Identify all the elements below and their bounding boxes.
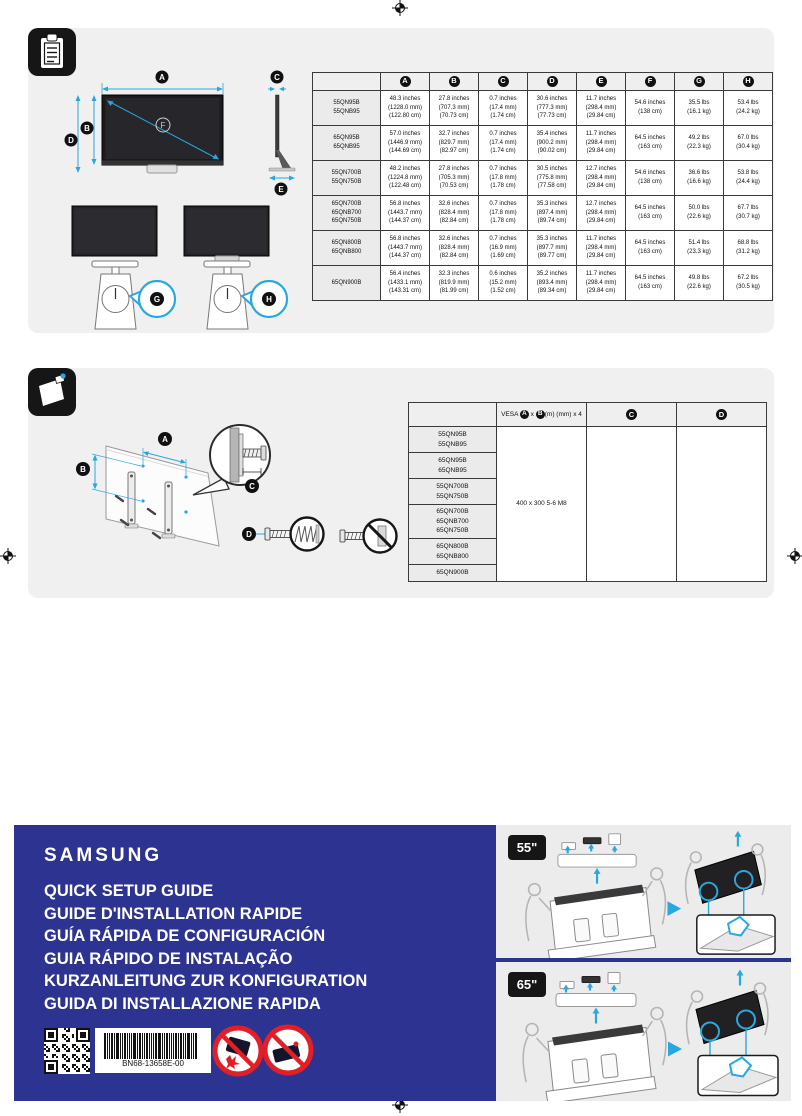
size-panel-55	[496, 825, 791, 958]
badge-g: G	[153, 295, 161, 304]
dimension-cell: 56.8 inches (1443.7 mm) (144.37 cm)	[381, 231, 430, 266]
column-badge-b: B	[536, 410, 545, 419]
title-line: GUIA RÁPIDO DE INSTALAÇÃO	[44, 949, 293, 968]
dimension-cell: 35.3 inches (897.7 mm) (89.77 cm)	[528, 231, 577, 266]
registration-mark-right	[787, 548, 802, 564]
model-cell: 65QN800B 65QNB800	[313, 231, 381, 266]
dimension-cell: 11.7 inches (298.4 mm) (29.84 cm)	[577, 266, 626, 301]
model-cell: 55QN700B 55QN750B	[409, 479, 497, 505]
samsung-logo: SAMSUNG	[44, 845, 163, 866]
model-cell: 65QN800B 65QNB800	[409, 539, 497, 565]
dimension-cell: 0.7 inches (16.9 mm) (1.69 cm)	[479, 231, 528, 266]
dimension-cell: 36.6 lbs (16.6 kg)	[675, 161, 724, 196]
blue-panel	[14, 825, 496, 1101]
model-cell: 65QN95B 65QNB95	[409, 453, 497, 479]
column-badge-e: E	[596, 76, 607, 87]
column-header	[677, 403, 767, 427]
screw-spec-cell	[587, 427, 677, 582]
title-line: GUIDE D'INSTALLATION RAPIDE	[44, 904, 303, 923]
column-header	[724, 73, 773, 91]
dimension-cell: 35.3 inches (897.4 mm) (89.74 cm)	[528, 196, 577, 231]
dimension-cell: 50.0 lbs (22.6 kg)	[675, 196, 724, 231]
size-label-65: 65"	[508, 972, 546, 997]
column-header	[587, 403, 677, 427]
dimension-cell: 53.8 lbs (24.4 kg)	[724, 161, 773, 196]
dimension-cell: 12.7 inches (298.4 mm) (29.84 cm)	[577, 161, 626, 196]
badge-d: D	[246, 530, 252, 539]
table-row	[313, 266, 773, 301]
vesa-table-header	[409, 403, 767, 427]
dimension-cell: 32.3 inches (819.9 mm) (81.99 cm)	[430, 266, 479, 301]
title-line: GUÍA RÁPIDA DE CONFIGURACIÓN	[44, 927, 326, 945]
vesa-header-cell: VESA A x B (m) (mm) x 4	[497, 403, 587, 427]
dimension-cell: 68.8 lbs (31.2 kg)	[724, 231, 773, 266]
column-header	[528, 73, 577, 91]
title-line: GUIDA DI INSTALLAZIONE RAPIDA	[44, 994, 321, 1013]
barcode-label: BN68-13658E-00	[122, 1059, 184, 1068]
dimension-cell: 57.0 inches (1446.9 mm) (144.69 cm)	[381, 126, 430, 161]
column-header	[626, 73, 675, 91]
table-row	[313, 196, 773, 231]
column-header	[577, 73, 626, 91]
column-badge-g: G	[694, 76, 705, 87]
barcode	[95, 1028, 211, 1073]
dimension-cell: 56.4 inches (1433.1 mm) (143.31 cm)	[381, 266, 430, 301]
column-badge-f: F	[645, 76, 656, 87]
column-badge-a: A	[400, 76, 411, 87]
unboxing-illustration-65	[496, 962, 791, 1101]
dimension-cell: 48.2 inches (1224.8 mm) (122.48 cm)	[381, 161, 430, 196]
column-header	[430, 73, 479, 91]
dimension-cell: 49.2 lbs (22.3 kg)	[675, 126, 724, 161]
dimension-cell: 51.4 lbs (23.3 kg)	[675, 231, 724, 266]
setup-guide-titles	[44, 880, 367, 1015]
table-row	[313, 231, 773, 266]
badge-a: A	[162, 435, 168, 444]
dimension-cell: 0.6 inches (15.2 mm) (1.52 cm)	[479, 266, 528, 301]
vesa-table	[408, 402, 767, 582]
dimension-cell: 12.7 inches (298.4 mm) (29.84 cm)	[577, 196, 626, 231]
model-cell: 65QN900B	[409, 565, 497, 582]
dimension-cell: 11.7 inches (298.4 mm) (29.84 cm)	[577, 91, 626, 126]
dimension-cell: 30.5 inches (775.8 mm) (77.58 cm)	[528, 161, 577, 196]
section-wall-mount	[28, 368, 774, 598]
dimension-cell: 49.8 lbs (22.6 kg)	[675, 266, 724, 301]
badge-c: C	[274, 73, 280, 82]
dimension-cell: 48.3 inches (1228.0 mm) (122.80 cm)	[381, 91, 430, 126]
badge-c: C	[249, 482, 255, 491]
badge-f: F	[160, 121, 166, 130]
dimension-cell: 35.2 inches (893.4 mm) (89.34 cm)	[528, 266, 577, 301]
dimension-cell: 54.6 inches (138 cm)	[626, 91, 675, 126]
no-drop-icon	[210, 1023, 266, 1079]
model-cell: 65QN900B	[313, 266, 381, 301]
title-line: QUICK SETUP GUIDE	[44, 882, 214, 900]
badge-a: A	[159, 73, 165, 82]
model-cell: 65QN700B 65QNB700 65QN750B	[409, 505, 497, 539]
vesa-value-cell: 400 x 300 5-6 M8	[497, 427, 587, 582]
size-panel-65	[496, 962, 791, 1101]
unboxing-illustration-55	[496, 825, 791, 958]
dimension-cell: 0.7 inches (17.4 mm) (1.74 cm)	[479, 91, 528, 126]
dimension-cell: 27.8 inches (707.3 mm) (70.73 cm)	[430, 91, 479, 126]
badge-b: B	[84, 124, 90, 133]
column-badge-a: A	[520, 410, 529, 419]
dimension-cell: 35.4 inches (900.2 mm) (90.02 cm)	[528, 126, 577, 161]
model-cell: 55QN700B 55QN750B	[313, 161, 381, 196]
dimensions-table	[312, 72, 773, 301]
model-cell: 55QN95B 55QNB95	[313, 91, 381, 126]
column-badge-d: D	[716, 409, 727, 420]
corner-cell	[313, 73, 381, 91]
title-line: KURZANLEITUNG ZUR KONFIGURATION	[44, 972, 368, 990]
dimension-cell: 64.5 inches (163 cm)	[626, 231, 675, 266]
dimension-cell: 0.7 inches (17.4 mm) (1.74 cm)	[479, 126, 528, 161]
dimension-cell: 64.5 inches (163 cm)	[626, 266, 675, 301]
dimension-cell: 32.6 inches (828.4 mm) (82.84 cm)	[430, 196, 479, 231]
no-lay-flat-icon	[260, 1022, 316, 1078]
dimension-cell: 32.7 inches (829.7 mm) (82.97 cm)	[430, 126, 479, 161]
corner-cell	[409, 403, 497, 427]
model-cell: 65QN95B 65QNB95	[313, 126, 381, 161]
column-badge-b: B	[449, 76, 460, 87]
qr-code	[44, 1028, 90, 1074]
size-label-55: 55"	[508, 835, 546, 860]
column-header	[675, 73, 724, 91]
column-badge-c: C	[498, 76, 509, 87]
dimension-cell: 56.8 inches (1443.7 mm) (144.37 cm)	[381, 196, 430, 231]
section-dimensions	[28, 28, 774, 333]
dimension-cell: 11.7 inches (298.4 mm) (29.84 cm)	[577, 126, 626, 161]
model-cell: 65QN700B 65QNB700 65QN750B	[313, 196, 381, 231]
table-row	[313, 91, 773, 126]
table-row	[409, 427, 767, 453]
dimension-cell: 67.0 lbs (30.4 kg)	[724, 126, 773, 161]
table-row	[313, 126, 773, 161]
column-header	[381, 73, 430, 91]
dimension-cell: 32.6 inches (828.4 mm) (82.84 cm)	[430, 231, 479, 266]
dimensions-table-header	[313, 73, 773, 91]
dimension-cell: 0.7 inches (17.8 mm) (1.78 cm)	[479, 161, 528, 196]
column-header	[479, 73, 528, 91]
dimension-cell: 67.7 lbs (30.7 kg)	[724, 196, 773, 231]
dimension-cell: 11.7 inches (298.4 mm) (29.84 cm)	[577, 231, 626, 266]
dimension-cell: 0.7 inches (17.8 mm) (1.78 cm)	[479, 196, 528, 231]
table-row	[313, 161, 773, 196]
dimension-cell: 35.5 lbs (16.1 kg)	[675, 91, 724, 126]
dimension-cell: 54.6 inches (138 cm)	[626, 161, 675, 196]
badge-b: B	[80, 465, 86, 474]
column-badge-h: H	[743, 76, 754, 87]
dimension-cell: 27.8 inches (705.3 mm) (70.53 cm)	[430, 161, 479, 196]
registration-mark-left	[0, 548, 16, 564]
dimension-cell: 64.5 inches (163 cm)	[626, 126, 675, 161]
badge-e: E	[278, 185, 284, 194]
column-badge-c: C	[626, 409, 637, 420]
column-badge-d: D	[547, 76, 558, 87]
dimension-cell: 53.4 lbs (24.2 kg)	[724, 91, 773, 126]
registration-mark-top	[392, 0, 408, 16]
model-cell: 55QN95B 55QNB95	[409, 427, 497, 453]
dimension-cell: 67.2 lbs (30.5 kg)	[724, 266, 773, 301]
screw-qty-cell	[677, 427, 767, 582]
dimension-cell: 64.5 inches (163 cm)	[626, 196, 675, 231]
badge-h: H	[266, 295, 272, 304]
dimension-cell: 30.6 inches (777.3 mm) (77.73 cm)	[528, 91, 577, 126]
badge-d: D	[68, 136, 74, 145]
